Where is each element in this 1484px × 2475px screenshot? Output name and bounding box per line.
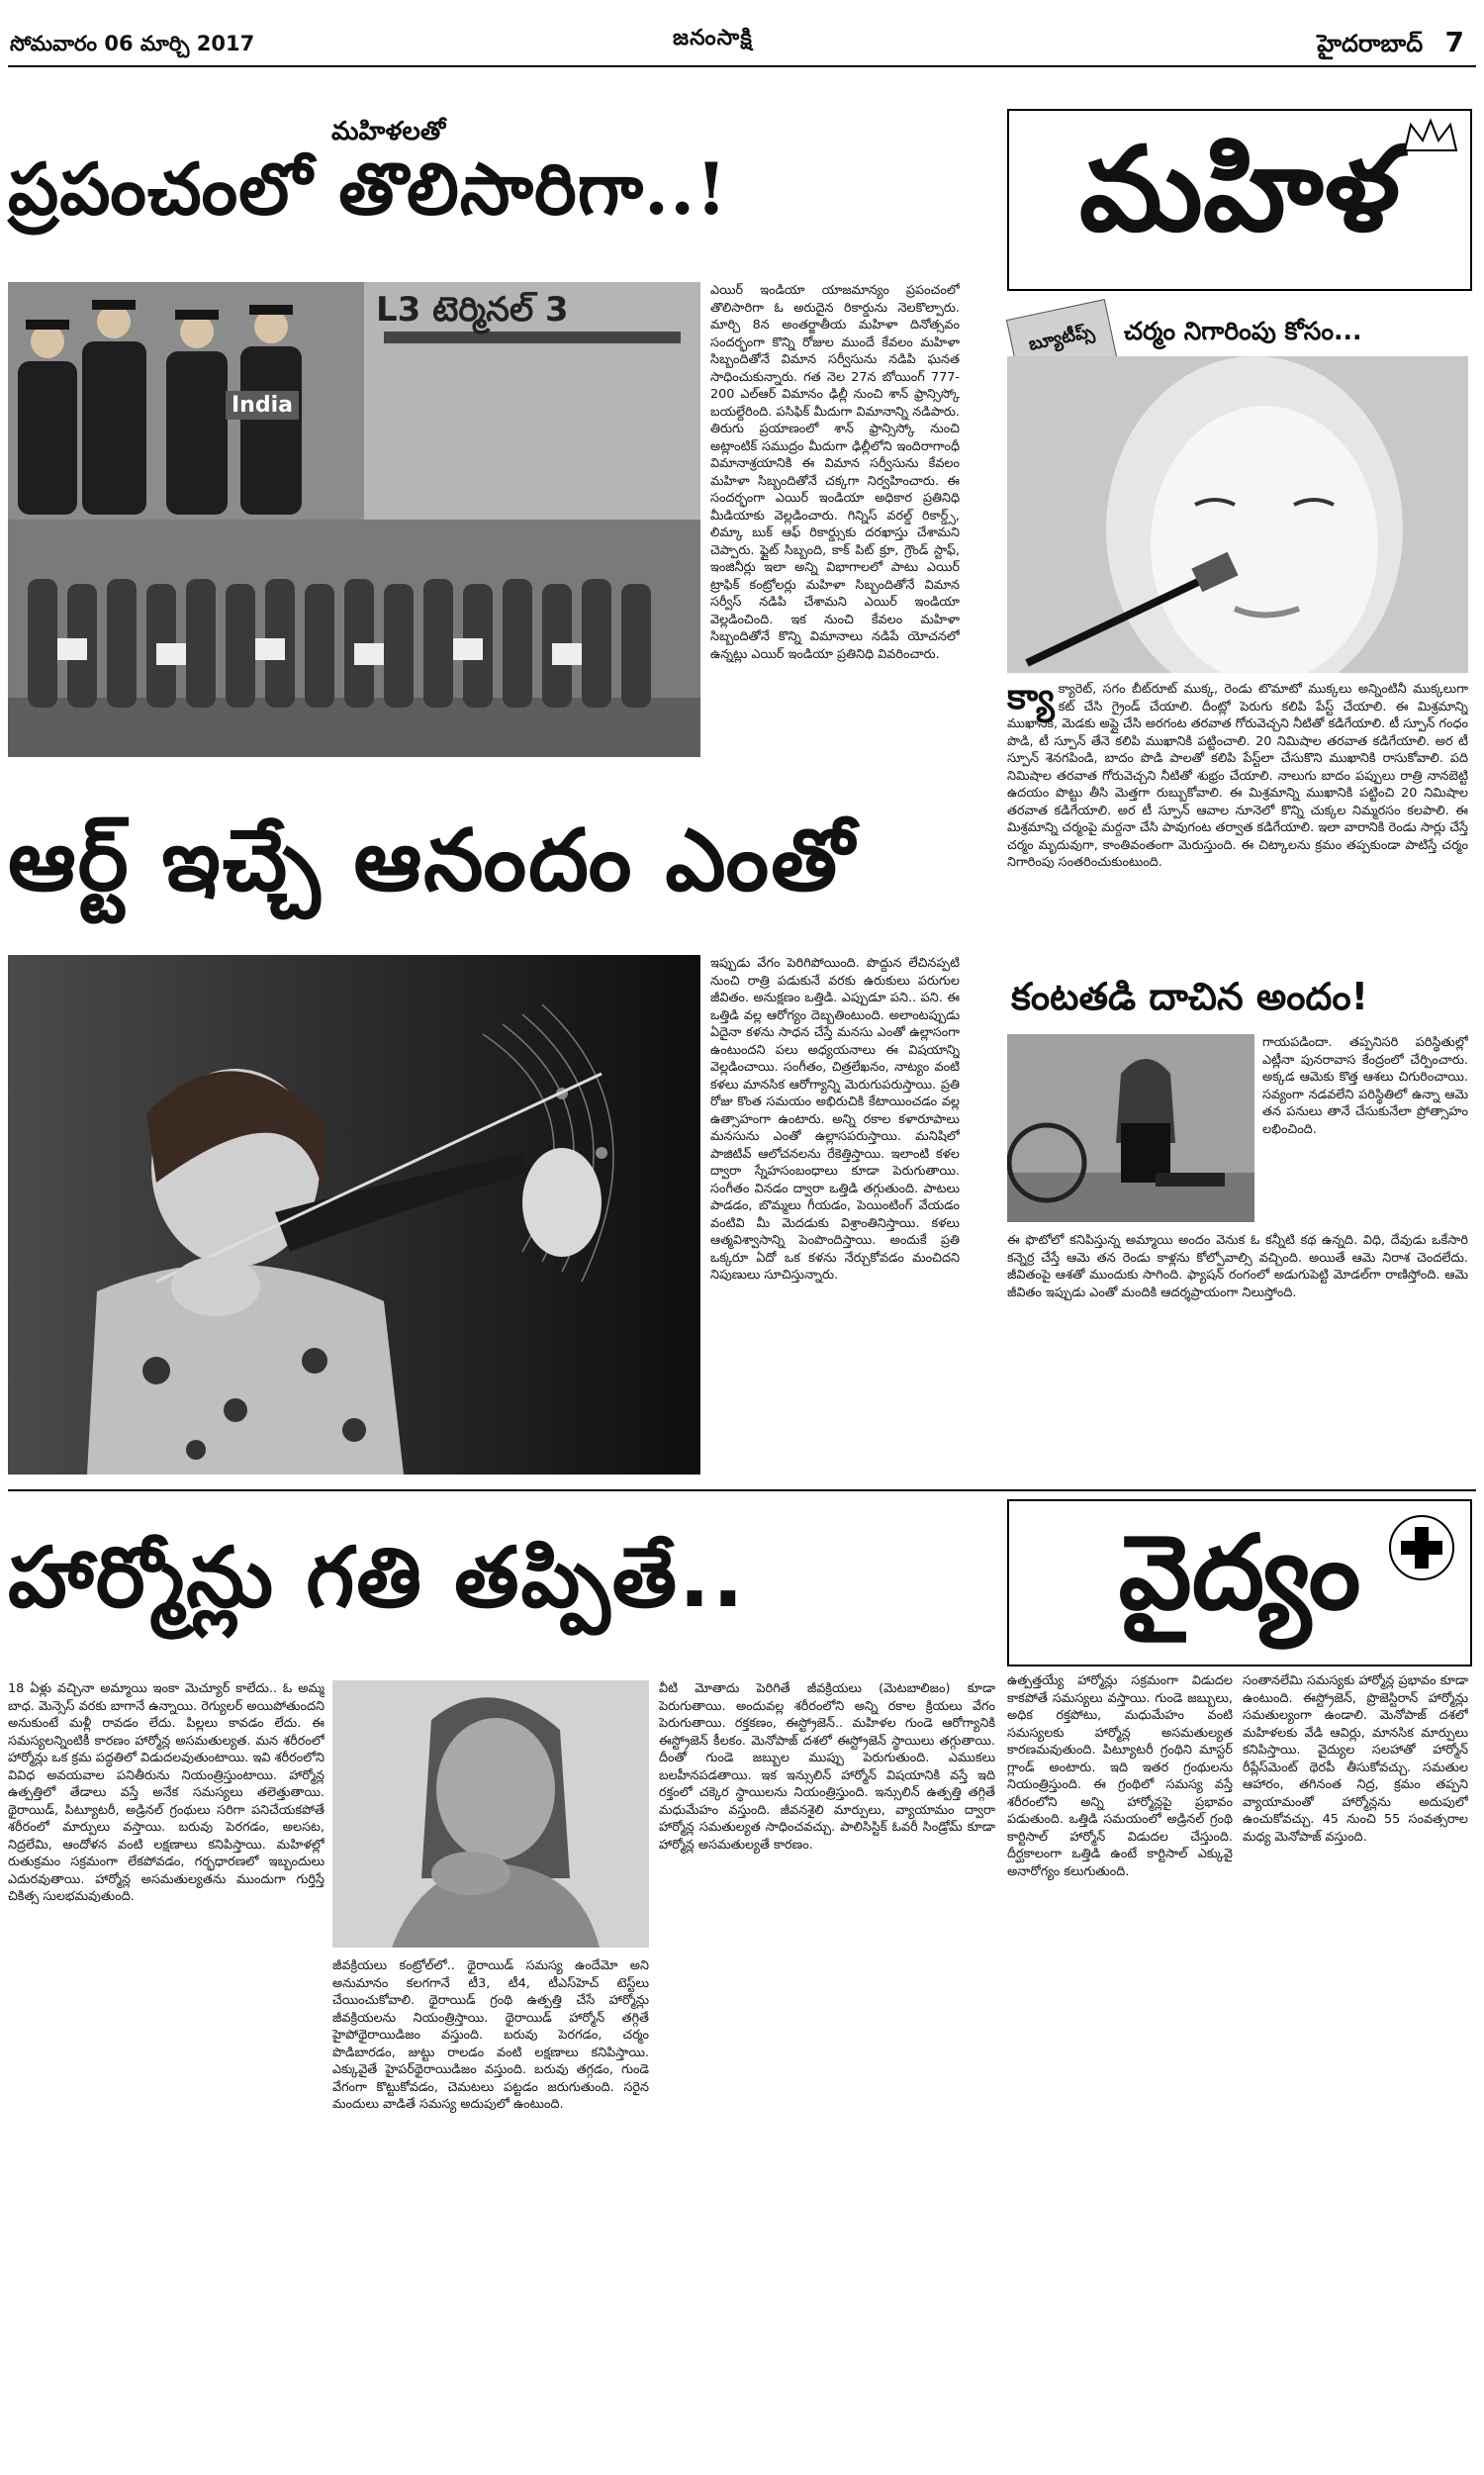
header-rule [8, 65, 1476, 67]
vaidyam-masthead: వైద్యం [1118, 1511, 1361, 1633]
face-mask-illustration [1007, 356, 1468, 673]
section-divider [8, 1489, 1476, 1491]
story1-photo [8, 282, 700, 757]
violinist-illustration [8, 955, 700, 1475]
header-city-page [1317, 26, 1464, 63]
photo-terminal-sign: L3 టెర్మినల్ 3 [376, 290, 569, 330]
beauty-tips-badge: బ్యూటీప్స్ [1006, 299, 1117, 378]
hormone-col1: 18 ఏళ్లు వచ్చినా అమ్మాయి ఇంకా మెచ్యూర్ కాలేదు.. ఓ అమ్మ బాధ. మెన్సెస్ వరకు బాగానే ఉన్నాయి. రెగ్యులర్ అయిపోతుందని అనుకుంటే మళ్లీ రావడం లేదు. పిల్లలు కావడం లేదు. ఈ సమస్యలన్నింటికీ కారణం హార్మోన్ల అసమతుల్యత. మన శరీరంలో హార్మోన్లు ఒక క్రమ పద్ధతిలో విడుదలవుతుంటాయి. ఇవి శరీరంలోని వివిధ అవయవాల పనితీరును నియంత్రిస్తుంటాయి. హార్మోన్ల ఉత్పత్తిలో తేడాలు వస్తే అనేక సమస్యలు తలెత్తుతాయి. థైరాయిడ్, పిట్యూటరీ, అడ్రినల్ గ్రంథులు సరిగా పనిచేయకపోతే శరీరంలో మార్పులు వస్తాయి. బరువు పెరగడం, అలసట, నిద్రలేమి, ఆందోళన వంటి లక్షణాలు కనిపిస్తాయి. మహిళల్లో రుతుక్రమం సక్రమంగా లేకపోవడం, గర్భధారణలో ఇబ్బందులు ఎదురవుతాయి. హార్మోన్ల అసమతుల్యతను ముందుగా గుర్తిస్తే చికిత్స సులభమవుతుంది. [8, 1681, 325, 1904]
violinist-photo [8, 955, 700, 1475]
header-city: హైదరాబాద్ [1317, 30, 1424, 57]
kanta-body1: గాయపడిందా. తప్పనిసరి పరిస్థితుల్లో ఎట్లీనా పునరావాస కేంద్రంలో చేర్పించారు. అక్కడ ఆమెకు కొత్త ఆశలు చిగురించాయి. సవ్యంగా నడవలేని పరిస్థితిలో ఉన్నా ఆమె తన పనులు తానే చేసుకునేలా ప్రోత్సాహం లభించింది. [1262, 1035, 1468, 1137]
art-body: ఇప్పుడు వేగం పెరిగిపోయింది. పొద్దున లేచినప్పటి నుంచి రాత్రి పడుకునే వరకు ఉరుకులు పరుగుల జీవితం. అనుక్షణం ఒత్తిడి. ఎప్పుడూ పని.. పని. ఈ ఒత్తిడి వల్ల ఆరోగ్యం దెబ్బతింటుంది. అలాంటప్పుడు ఏదైనా కళను సాధన చేస్తే మనసు ఎంతో ఉల్లాసంగా ఉంటుందని పలు అధ్యయనాలు ఈ విషయాన్ని వెల్లడించాయి. సంగీతం, చిత్రలేఖనం, నాట్యం వంటి కళలు మానసిక ఆరోగ్యాన్ని మెరుగుపరుస్తాయి. ప్రతి రోజు కొంత సమయం అభిరుచికి కేటాయించడం వల్ల ఉత్సాహంగా ఉంటారు. అన్ని రకాల కళారూపాలు మనసును ఎంతో ఉల్లాసపరుస్తాయి. మనిషిలో పాజిటివ్ ఆలోచనలను రేకెత్తిస్తాయి. ఇలాంటి కళల ద్వారా స్నేహసంబంధాలు కూడా పెరుగుతాయి. సంగీతం వినడం ద్వారా ఒత్తిడి తగ్గుతుంది. పాటలు పాడడం, బొమ్మలు గీయడం, పెయింటింగ్ వేయడం వంటివి మీ మెదడుకు విశ్రాంతినిస్తాయి. కళలు ఆత్మవిశ్వాసాన్ని పెంపొందిస్తాయి. అందుకే ప్రతి ఒక్కరూ ఏదో ఒక కళను నేర్చుకోవడం మంచిదని నిపుణులు సూచిస్తున్నారు. [710, 956, 960, 1283]
face-mask-photo [1007, 356, 1468, 673]
page-header [0, 0, 1484, 67]
kanta-photo [1007, 1034, 1254, 1222]
header-date: సోమవారం 06 మార్చి 2017 [10, 32, 255, 55]
story1-headline: ప్రపంచంలో తొలిసారిగా..! [8, 146, 728, 231]
air-india-crew-illustration [8, 282, 700, 757]
medical-cross-icon [1387, 1513, 1456, 1582]
mahila-drop-cap: క్యా [1007, 681, 1055, 717]
hormone-col3: వీటి మోతాదు పెరిగితే జీవక్రియలు (మెటబాలిజం) కూడా పెరుగుతాయి. అందువల్ల శరీరంలోని అన్ని రకాల క్రియలు వేగం పెరుగుతాయి. రక్తకణం, ఈస్ట్రోజెన్.. మహిళల గుండె ఆరోగ్యానికి ఈస్ట్రోజెన్ కీలకం. మెనోపాజ్ దశలో ఈస్ట్రోజెన్ స్థాయిలు తగ్గుతాయి. దీంతో గుండె జబ్బుల ముప్పు పెరుగుతుంది. ఎముకలు బలహీనపడతాయి. ఇక ఇన్సులిన్ హార్మోన్ విషయానికి వస్తే ఇది రక్తంలో చక్కెర స్థాయిలను నియంత్రిస్తుంది. ఇన్సులిన్ ఉత్పత్తి తగ్గితే మధుమేహం వస్తుంది. జీవనశైలి మార్పులు, వ్యాయామం ద్వారా హార్మోన్ల సమతుల్యత సాధించవచ్చు. పాలిసిస్టిక్ ఓవరీ సిండ్రోమ్ కూడా హార్మోన్ల అసమతుల్యతే కారణం. [659, 1681, 995, 1853]
photo-banner-text: India [226, 391, 299, 420]
kanta-body2: ఈ ఫొటోలో కనిపిస్తున్న అమ్మాయి అందం వెనుక ఓ కన్నీటి కథ ఉన్నది. విధి, దేవుడు ఒకేసారి కన్నెర్ర చేస్తే ఆమె తన రెండు కాళ్లను కోల్పోవాల్సి వచ్చింది. అయితే ఆమె నిరాశ చెందలేదు. జీవితంపై ఆశతో ముందుకు సాగింది. ఫ్యాషన్ రంగంలో అడుగుపెట్టి మోడల్‌గా రాణిస్తోంది. ఆమె జీవితం ఇప్పుడు ఎంతో మందికి ఆదర్శప్రాయంగా నిలుస్తోంది. [1007, 1233, 1468, 1300]
kanta-headline: కంటతడి దాచిన అందం! [1011, 975, 1368, 1018]
vaidyam-masthead-box [1007, 1499, 1472, 1666]
mahila-masthead-box [1007, 109, 1472, 291]
header-paper-name: జనంసాక్షి [673, 26, 753, 50]
art-headline: ఆర్ట్ ఇచ్చే ఆనందం ఎంతో [8, 811, 857, 910]
story1-body: ఎయిర్ ఇండియా యాజమాన్యం ప్రపంచంలో తొలిసారిగా ఓ అరుదైన రికార్డును నెలకొల్పారు. మార్చి 8న అంతర్జాతీయ మహిళా దినోత్సవం సందర్భంగా కొన్ని రోజుల ముందే కేవలం మహిళా సిబ్బందితోనే విమాన సర్వీసును నడిపి ఘనత సాధించుకున్నారు. గత నెల 27న బోయింగ్ 777-200 ఎల్ఆర్ విమానం ఢిల్లీ నుంచి శాన్ ఫ్రాన్సిస్కో బయల్దేరింది. పసిఫిక్ మీదుగా విమానాన్ని నడిపారు. తిరుగు ప్రయాణంలో శాన్ ఫ్రాన్సిస్కో నుంచి అట్లాంటిక్ సముద్రం మీదుగా ఢిల్లీలోని ఇందిరాగాంధీ విమానాశ్రయానికి ఈ విమాన సర్వీసును కేవలం మహిళా సిబ్బందితోనే చక్కగా నిర్వహించారు. ఈ సందర్భంగా ఎయిర్ ఇండియా అధికార ప్రతినిధి మీడియాకు వెల్లడించారు. గిన్నిస్ వరల్డ్ రికార్డ్స్, లిమ్కా బుక్ ఆఫ్ రికార్డ్సుకు దరఖాస్తు చేశామని చెప్పారు. ఫ్లైట్ సిబ్బంది, కాక్ పిట్ క్రూ, గ్రౌండ్ స్టాఫ్, ఇంజినీర్లు ఇలా అన్ని విభాగాలలో పాటు ఎయిర్ ట్రాఫిక్ కంట్రోలర్లు మహిళా సిబ్బందితోనే విమాన సర్వీస్ నడిపి చేశామని ఎయిర్ ఇండియా వెల్లడించింది. ఇక నుంచి కేవలం మహిళా సిబ్బందితోనే కొన్ని విమానాలు నడిపే యోచనలో ఉన్నట్లు ఎయిర్ ఇండియా ప్రతినిధి వివరించారు. [710, 283, 960, 662]
vaidyam-col2: సంతానలేమి సమస్యకు హార్మోన్ల ప్రభావం కూడా ఉంటుంది. ఈస్ట్రోజెన్, ప్రొజెస్టిరాన్ హార్మోన్లు సమతుల్యంగా ఉండాలి. మెనోపాజ్ దశలో మహిళలకు వేడి ఆవిర్లు, మానసిక మార్పులు కనిపిస్తాయి. వైద్యుల సలహాతో హార్మోన్ రీప్లేస్‌మెంట్ థెరపీ తీసుకోవచ్చు. సమతుల ఆహారం, తగినంత నిద్ర, క్రమం తప్పని వ్యాయామంతో హార్మోన్లను అదుపులో ఉంచుకోవచ్చు. 45 నుంచి 55 సంవత్సరాల మధ్య మెనోపాజ్ వస్తుంది. [1243, 1673, 1468, 1845]
mahila-title: చర్మం నిగారింపు కోసం... [1124, 317, 1362, 345]
thinking-woman-illustration [332, 1680, 649, 1948]
thinking-woman-photo [332, 1680, 649, 1948]
hormone-headline: హార్మోన్లు గతి తప్పితే.. [8, 1529, 746, 1626]
hormone-col2: జీవక్రియలు కంట్రోల్‌లో.. థైరాయిడ్ సమస్య ఉందేమో అని అనుమానం కలగగానే టీ3, టీ4, టీఎస్‌హెచ్ టెస్ట్‌లు చేయించుకోవాలి. థైరాయిడ్ గ్రంథి ఉత్పత్తి చేసే హార్మోన్లు జీవక్రియలను నియంత్రిస్తాయి. థైరాయిడ్ హార్మోన్ తగ్గితే హైపోథైరాయిడిజం వస్తుంది. బరువు పెరగడం, చర్మం పొడిబారడం, జుట్టు రాలడం వంటి లక్షణాలు కనిపిస్తాయి. ఎక్కువైతే హైపర్‌థైరాయిడిజం వస్తుంది. బరువు తగ్గడం, గుండె వేగంగా కొట్టుకోవడం, చెమటలు పట్టడం జరుగుతుంది. సరైన మందులు వాడితే సమస్య అదుపులో ఉంటుంది. [332, 1958, 649, 2112]
mahila-body [1007, 681, 1468, 963]
header-page-number: 7 [1444, 26, 1464, 58]
crown-icon [1401, 117, 1460, 156]
story1-kicker: మహిళలతో [331, 117, 446, 146]
mahila-masthead: మహిళ [1078, 120, 1401, 257]
mahila-body-text: క్యారెట్, సగం బీట్‌రూట్ ముక్క, రెండు టొమాటో ముక్కలు అన్నింటినీ ముక్కలుగా కట్ చేసి గ్రైండ్ చేయాలి. దీంట్లో పెరుగు కలిపి పేస్ట్ చేయాలి. ఈ మిశ్రమాన్ని ముఖానికి, మెడకు అప్లై చేసి అరగంట తరవాత గోరువెచ్చని నీటితో కడిగేయాలి. టీ స్పూన్ గంధం పొడి, టీ స్పూన్ తేనె కలిపి ముఖానికి పట్టించాలి. 20 నిమిషాల తరవాత కడిగేయాలి. అర టీ స్పూన్ శెనగపిండి, బాదం పొడి పాలతో కలిపి పేస్ట్‌లా చేసుకొని ముఖానికి రాసుకోవాలి. పది నిమిషాల తరవాత గోరువెచ్చని నీటితో శుభ్రం చేయాలి. నాలుగు బాదం పప్పులు రాత్రి నానబెట్టి ఉదయం పొట్టు తీసి మెత్తగా రుబ్బుకోవాలి. ఈ మిశ్రమాన్ని ముఖానికి పట్టించి 20 నిమిషాల తరవాత కడిగేయాలి. అర టీ స్పూన్ ఆవాల నూనెలో కొన్ని చుక్కల నిమ్మరసం కలపాలి. ఈ మిశ్రమాన్ని చర్మంపై మర్దనా చేసి పావుగంట తర్వాత కడిగేయాలి. ఇలా వారానికి రెండు సార్లు చేస్తే చర్మం మృదువుగా, కాంతివంతంగా మెరుస్తుంది. ఈ చిట్కాలను క్రమం తప్పకుండా పాటిస్తే చర్మం నిగారింపు సంతరించుకుంటుంది. [1007, 682, 1468, 870]
wheelchair-model-illustration [1007, 1034, 1254, 1222]
vaidyam-col1: ఉత్పత్తయ్యే హార్మోన్లు సక్రమంగా విడుదల కాకపోతే సమస్యలు వస్తాయి. గుండె జబ్బులు, అధిక రక్తపోటు, మధుమేహం వంటి సమస్యలకు హార్మోన్ల అసమతుల్యత కారణమవుతుంది. పిట్యూటరీ గ్రంథిని మాస్టర్ గ్లాండ్ అంటారు. ఇది ఇతర గ్రంథులను నియంత్రిస్తుంది. ఈ గ్రంథిలో సమస్య వస్తే శరీరంలోని అన్ని హార్మోన్లపై ప్రభావం పడుతుంది. ఒత్తిడి సమయంలో అడ్రినల్ గ్రంథి కార్టిసాల్ హార్మోన్ విడుదల చేస్తుంది. దీర్ఘకాలంగా ఒత్తిడి ఉంటే కార్టిసాల్ ఎక్కువై అనారోగ్యం కలుగుతుంది. [1007, 1673, 1233, 1879]
